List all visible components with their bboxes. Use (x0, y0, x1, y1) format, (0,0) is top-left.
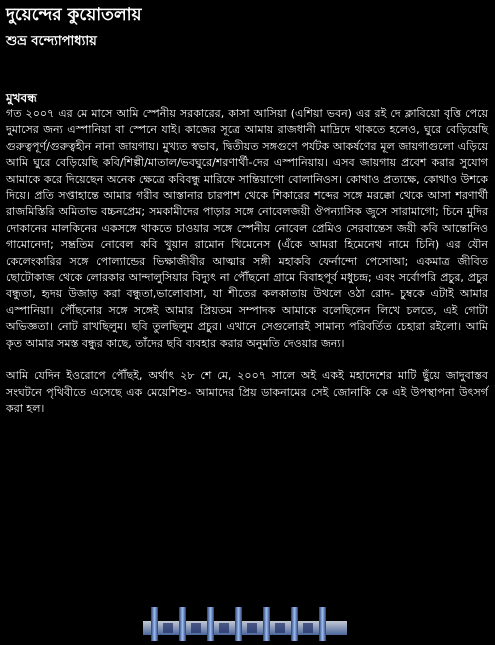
section-heading: মুখবন্ধ (6, 91, 37, 105)
document-author: শুভ্র বন্দ্যোপাধ্যায় (6, 34, 97, 49)
document-body (6, 106, 488, 417)
paragraph-1: গত ২০০৭ এর মে মাসে আমি স্পেনীয় সরকারের, কাসা আসিয়া (এশিয়া ভবন) এর রই দে ক্লাবিয়ো বৃত্তি পেয়ে দুমাসের জন্য এস্পানিয়া বা স্পেনে যাই। কাজের সূত্রে আমায় রাজধানী মাদ্রিদে থাকতে হলেও, ঘুরে বেড়িয়েছি গুরুত্বপূর্ণ/গুরুত্বহীন নানা জায়গায়। মুখ্যত স্বভাব, দ্বিতীয়ত সঙ্গগুণে পর্যটক আকর্ষণের মূল জায়গাগুলো এড়িয়ে আমি ঘুরে বেড়িয়েছি কবি/শিল্পী/মাতাল/ভবঘুরে/শরণার্থী-দের এস্পানিয়ায়। এসব জায়গায় প্রবেশ করার সুযোগ আমাকে করে দিয়েছেন অনেক ক্ষেত্রে কবিবন্ধু মারিফে সান্তিয়াগো বোলানিওস। কোথাও প্রত্যক্ষে, কোথাও উশকে দিয়ে। প্রতি সপ্তাহান্তে আমার গরীব আস্তানার চারপাশ থেকে শিকারের শব্দের সঙ্গে মরক্কো থেকে আসা শরণার্থী রাজমিস্তিরি অমিতাভ বচ্চনপ্রেম; সমকামীদের পাড়ার সঙ্গে নোবেলজয়ী ঔপন্যাসিক জুসে সারামাগো; চিনে মুদির দোকানের মালকিনের একসঙ্গে থাকতে চাওয়ার সঙ্গে স্পেনীয় নোবেল প্রেমিও সেরবান্তেস জয়ী কবি আন্তোনিও গামোনেদা; সম্ভ্রতিম নোবেল কবি খুয়ান রামোন খিমেনেস (এঁকে আমরা হিমেনেথ নামে চিনি) এর যৌন কেলেংকারির সঙ্গে পোল্যান্ডের ভিক্ষাজীবীর আত্মার সঙ্গী মহাকবি ফের্নান্দো পেসোআ; একমাত্র জীবিত ছোটোকাজ থেকে লোরকার আন্দালুসিয়ার বিদ্যুৎ না পৌঁছনো গ্রামে বিবাহপূর্ব মধুচন্দ্র; এবং সর্বোপরি প্রচুর, প্রচুর বন্ধুতা, হৃদয় উজাড় করা বন্ধুতা,ভালোবাসা, যা শীতের কলকাতায় উথলে ওঠা রোদ- চুম্বকে এটাই আমার এস্পানিয়া। পৌঁছনোর সঙ্গে সঙ্গেই আমার প্রিয়তম সম্পাদক আমাকে বলেছিলেন লিখে চলতে, এই গোটা অভিজ্ঞতা। নোট রাখছিলুম। ছবি তুলছিলুম প্রচুর। এখানে সেগুলোরই সামান্য পরিবর্তিত চেহারা রইলো। আমি কৃত আমার সমস্ত বন্ধুর কাছে, তাঁদের ছবি ব্যবহার করার অনুমতি দেওয়ার জন্য। (6, 107, 488, 350)
paragraph-2: আমি যেদিন ইওরোপে পৌঁছই, অর্থাৎ ২৮ শে মে, ২০০৭ সালে অই একই মহাদেশের মাটি ছুঁয়ে জাদুবাস্তব সংঘটনে পৃথিবীতে এসেছে এক মেয়েশিশু- আমাদের প্রিয় ডাকনামের সেই জোনাকি কে এই উপস্থাপনা উৎসর্গ করা হল। (6, 369, 488, 415)
footer-ornament-icon (143, 603, 347, 641)
document-title: দুয়েন্দের কুয়োতলায় (6, 5, 142, 25)
